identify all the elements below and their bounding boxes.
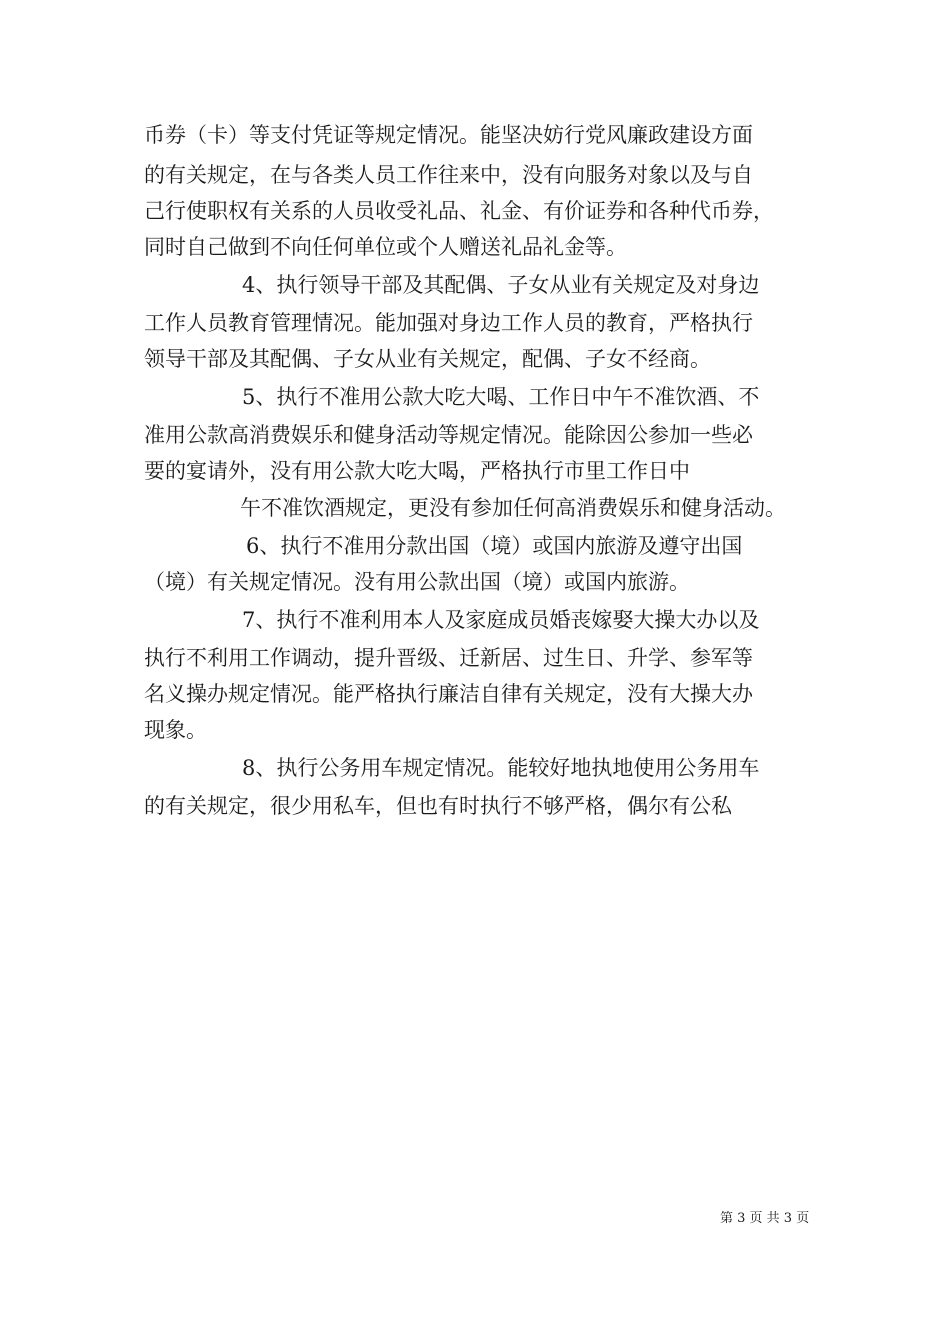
text-line: 执行不利用工作调动，提升晋级、迁新居、过生日、升学、参军等 — [144, 646, 753, 670]
text-line: 同时自己做到不向任何单位或个人赠送礼品礼金等。 — [144, 235, 627, 259]
text-line: 工作人员教育管理情况。能加强对身边工作人员的教育，严格执行 — [144, 311, 753, 335]
text-line: 的有关规定，很少用私车，但也有时执行不够严格，偶尔有公私 — [144, 794, 732, 818]
text-line: 5、执行不准用公款大吃大喝、工作日中午不准饮酒、不 — [242, 385, 760, 409]
text-line: 领导干部及其配偶、子女从业有关规定，配偶、子女不经商。 — [144, 347, 711, 371]
page-number: 第 3 页 共 3 页 — [720, 1211, 810, 1226]
text-line: 己行使职权有关系的人员收受礼品、礼金、有价证券和各种代币券， — [144, 199, 774, 223]
text-line: 6、执行不准用分款出国（境）或国内旅游及遵守出国 — [246, 534, 743, 558]
text-line: （境）有关规定情况。没有用公款出国（境）或国内旅游。 — [144, 570, 690, 594]
text-line: 的有关规定，在与各类人员工作往来中，没有向服务对象以及与自 — [144, 163, 753, 187]
text-line: 准用公款高消费娱乐和健身活动等规定情况。能除因公参加一些必 — [144, 423, 753, 447]
text-line: 8、执行公务用车规定情况。能较好地执地使用公务用车 — [242, 756, 760, 780]
text-line: 要的宴请外，没有用公款大吃大喝，严格执行市里工作日中 — [144, 459, 690, 483]
text-line: 名义操办规定情况。能严格执行廉洁自律有关规定，没有大操大办 — [144, 682, 753, 706]
text-line: 7、执行不准利用本人及家庭成员婚丧嫁娶大操大办以及 — [242, 608, 760, 632]
text-line: 午不准饮酒规定，更没有参加任何高消费娱乐和健身活动。 — [240, 496, 786, 520]
text-line: 现象。 — [144, 718, 207, 742]
text-line: 币券（卡）等支付凭证等规定情况。能坚决妨行党风廉政建设方面 — [144, 123, 753, 147]
text-line: 4、执行领导干部及其配偶、子女从业有关规定及对身边 — [242, 273, 760, 297]
